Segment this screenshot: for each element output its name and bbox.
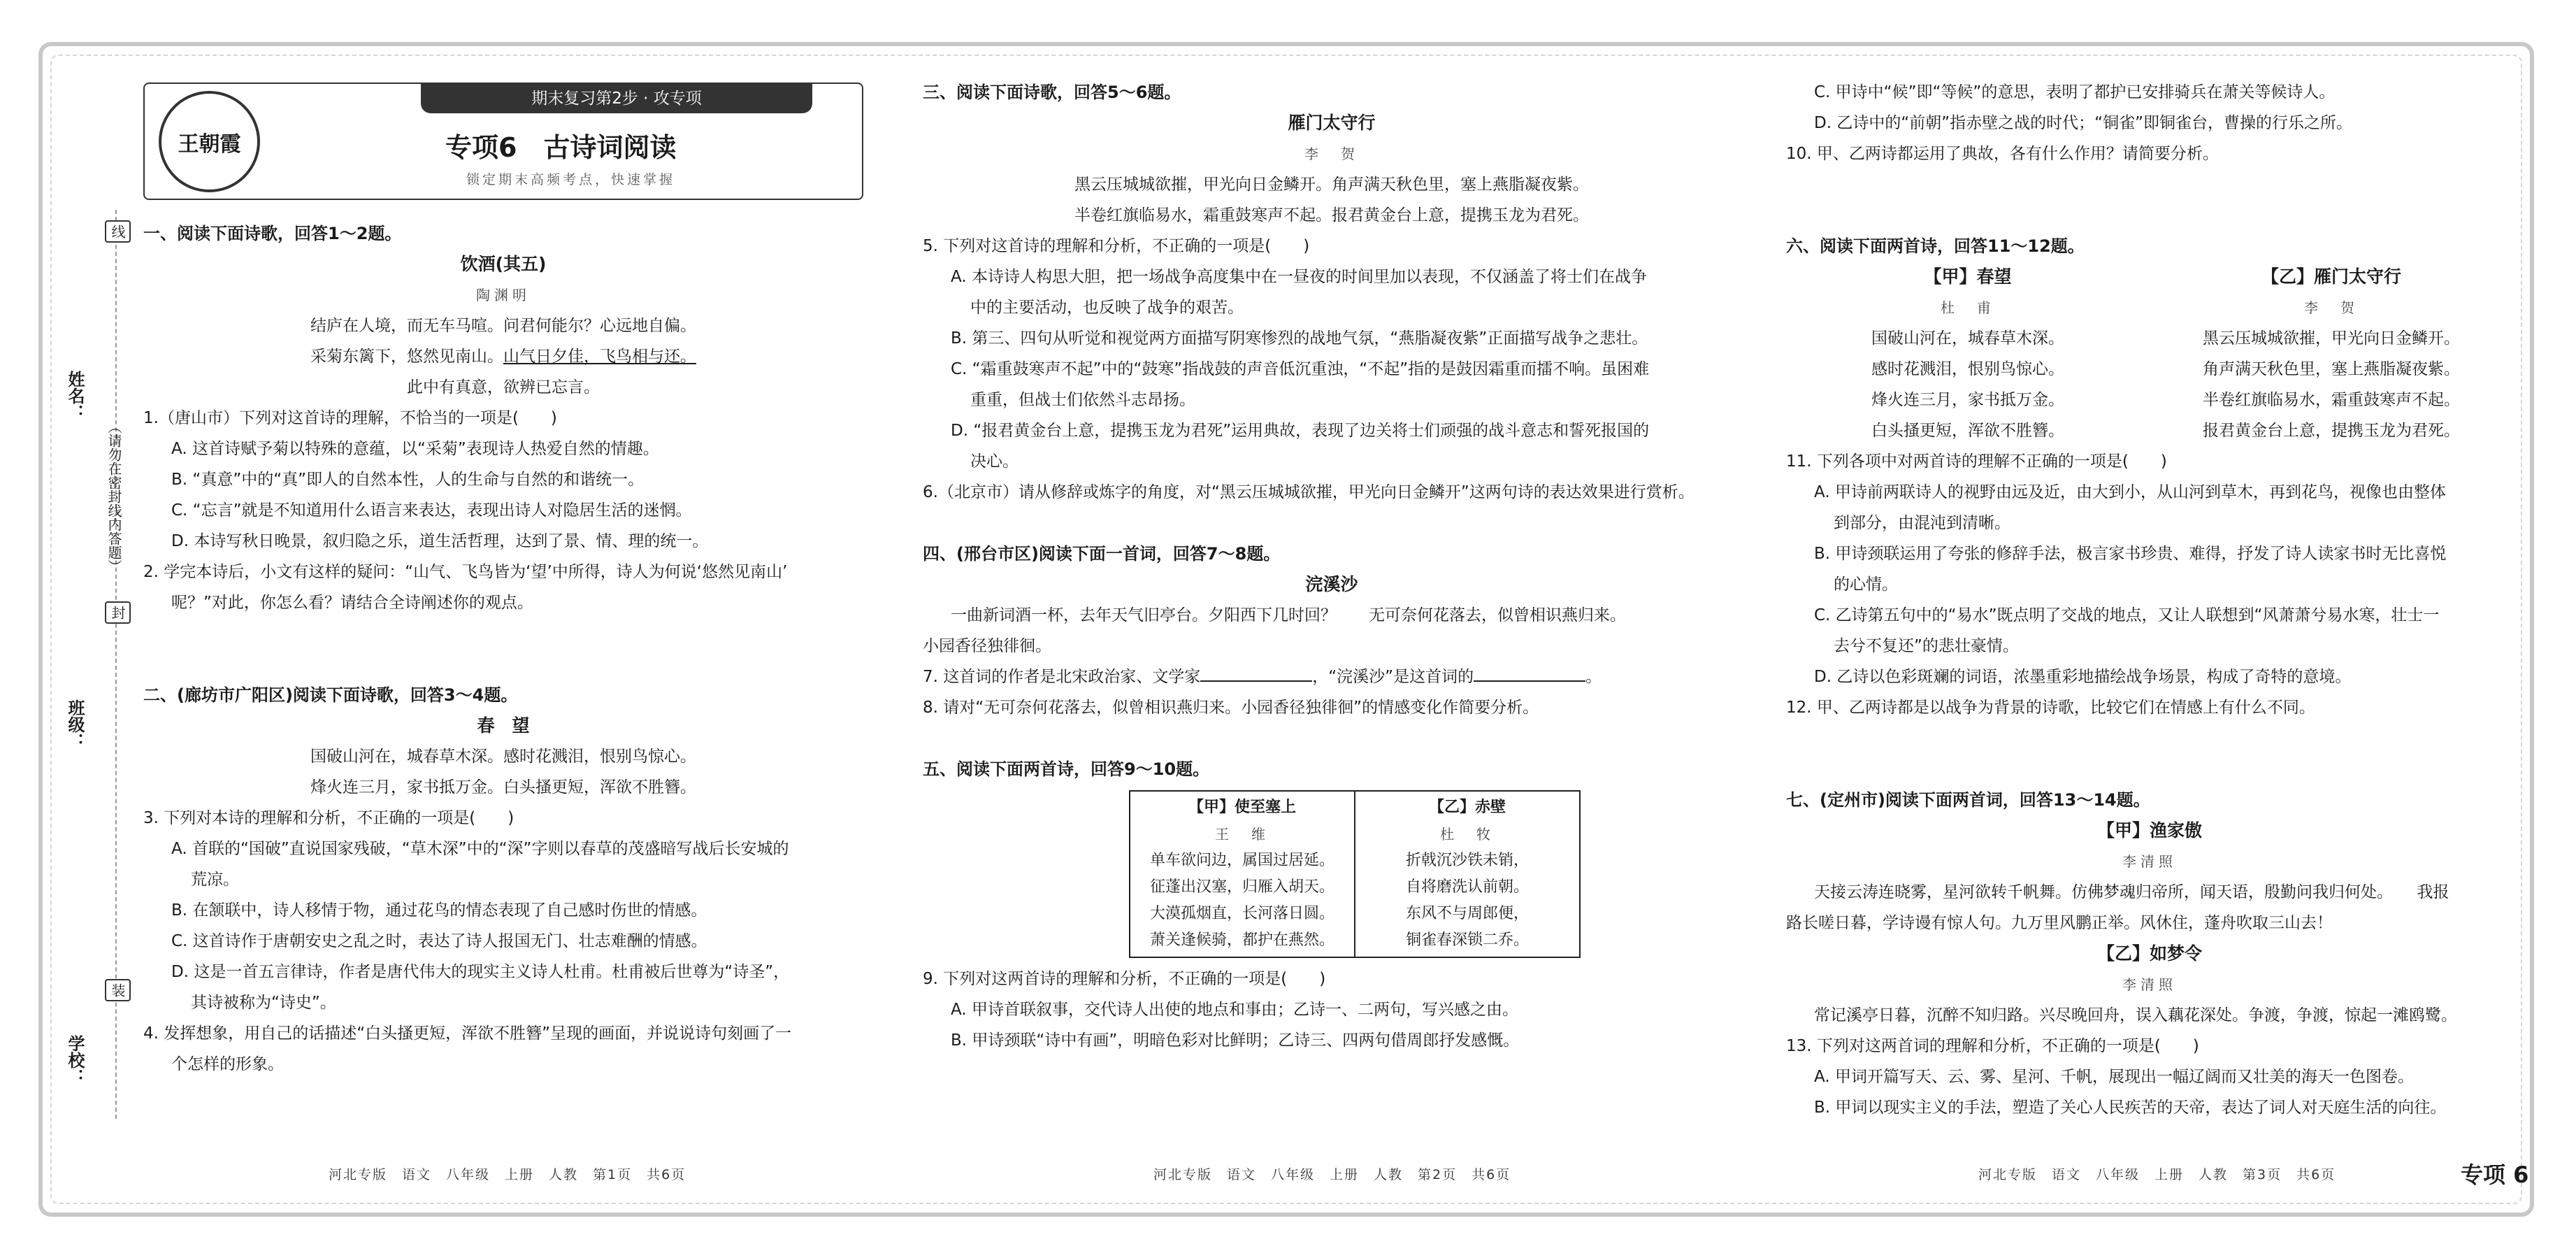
poem-line: 报君黄金台上意，提携玉龙为君死。 (2203, 422, 2460, 440)
option-d: D. 这是一首五言律诗，作者是唐代伟大的现实主义诗人杜甫。杜甫被后世尊为“诗圣”， (171, 963, 790, 981)
poem-line (143, 341, 863, 372)
poem-line: 常记溪亭日暮，沉醉不知归路。兴尽晚回舟，误入藕花深处。争渡，争渡，惊起一滩鸥鹭。 (1814, 1006, 2457, 1024)
poem-author: 陶渊明 (476, 287, 531, 303)
name-label: 姓名： (65, 371, 85, 421)
poem-pair (1786, 262, 2513, 446)
option-b: B. 甲诗颈联“诗中有画”，明暗色彩对比鲜明；乙诗三、四两句借周郎抒发感慨。 (951, 1031, 1520, 1050)
poem-line: 黑云压城城欲摧，甲光向日金鳞开。角声满天秋色里，塞上燕脂凝夜紫。 (1074, 176, 1589, 194)
poem-line: 国破山河在，城春草木深。感时花溅泪，恨别鸟惊心。 (310, 748, 696, 766)
poem-line: 萧关逢候骑，都护在燕然。 (1149, 931, 1334, 949)
option-c: C. 乙诗第五句中的“易水”既点明了交战的地点，又让人联想到“风萧萧兮易水寒，壮士一 (1814, 606, 2440, 624)
option-a-cont: 中的主要活动，也反映了战争的艰苦。 (970, 299, 1244, 317)
poem-title: 春 望 (477, 715, 530, 736)
binding-margin (63, 210, 140, 1119)
question-7-text: ，“浣溪沙”是这首词的 (1312, 668, 1474, 686)
question-4: 4. 发挥想象，用自己的话描述“白头搔更短，浑欲不胜簪”呈现的画面，并说说诗句刻画了一 (143, 1024, 792, 1043)
poem-line: 半卷红旗临易水，霜重鼓寒声不起。 (2203, 391, 2460, 409)
poem-title: 【乙】如梦令 (2096, 943, 2202, 964)
poem-author: 李 贺 (1304, 145, 1359, 162)
poem-title: 【甲】使至塞上 (1188, 799, 1296, 816)
section-2-heading: 二、(廊坊市广阳区)阅读下面诗歌，回答3～4题。 (143, 685, 518, 705)
poem-line: 白头搔更短，浑欲不胜簪。 (1871, 422, 2064, 440)
poem-author: 李 贺 (2304, 299, 2359, 316)
option-a-cont: 荒凉。 (191, 871, 239, 889)
option-c: C. “忘言”就是不知道用什么语言来表达，表现出诗人对隐居生活的迷惘。 (171, 501, 692, 520)
seal-tag-line: 线 (105, 220, 131, 243)
option-a: A. 甲诗首联叙事，交代诗人出使的地点和事由；乙诗一、二两句，写兴感之由。 (951, 1001, 1518, 1019)
page-title: 专项6 古诗词阅读 (445, 132, 677, 163)
option-b: B. 在颔联中，诗人移情于物，通过花鸟的情态表现了自己感时伤世的情感。 (171, 901, 707, 920)
option-b: B. “真意”中的“真”即人的自然本性，人的生命与自然的和谐统一。 (171, 471, 645, 489)
section-7-heading: 七、(定州市)阅读下面两首词，回答13～14题。 (1786, 790, 2150, 810)
section-4-heading: 四、(邢台市区)阅读下面一首词，回答7～8题。 (923, 544, 1281, 564)
option-a: A. 甲诗前两联诗人的视野由远及近，由大到小，从山河到草木，再到花鸟，视像也由整体 (1814, 483, 2446, 501)
option-d: D. “报君黄金台上意，提携玉龙为君死”运用典故，表现了边关将士们顽强的战斗意志和誓死报国的 (951, 422, 1650, 440)
option-c-cont: 重重，但战士们依然斗志昂扬。 (970, 391, 1195, 409)
poem-text: 采菊东篱下，悠然见南山。 (310, 348, 503, 366)
poem-author: 杜 牧 (1440, 826, 1495, 843)
page-footer: 河北专版 语文 八年级 上册 人教 第1页 共6页 (329, 1167, 686, 1182)
poem-title: 雁门太守行 (1288, 113, 1376, 133)
question-1: 1.（唐山市）下列对这首诗的理解，不恰当的一项是( ) (143, 409, 557, 427)
option-c-cont: 去兮不复还”的悲壮豪情。 (1834, 637, 2019, 655)
poem-line: 征蓬出汉塞，归雁入胡天。 (1149, 878, 1334, 896)
question-9: 9. 下列对这两首诗的理解和分析，不正确的一项是( ) (923, 970, 1326, 988)
option-c: C. “霜重鼓寒声不起”中的“鼓寒”指战鼓的声音低沉重浊，“不起”指的是鼓因霜重而擂不响。虽困难 (951, 360, 1650, 378)
option-a: A. 首联的“国破”直说国家残破，“草木深”中的“深”字则以春草的茂盛暗写战后长安城的 (171, 840, 789, 858)
poem-line: 东风不与周郎便， (1405, 905, 1529, 922)
page-subtitle: 锁定期末高频考点，快速掌握 (466, 172, 676, 187)
question-10: 10. 甲、乙两诗都运用了典故，各有什么作用？请简要分析。 (1786, 145, 2219, 163)
poem-line: 小园香径独徘徊。 (923, 637, 1051, 655)
option-a: A. 本诗诗人构思大胆，把一场战争高度集中在一昼夜的时间里加以表现，不仅涵盖了将士们在战争 (951, 268, 1647, 286)
option-a: A. 这首诗赋予菊以特殊的意蕴，以“采菊”表现诗人热爱自然的情趣。 (171, 440, 659, 458)
logo-text: 王朝霞 (178, 131, 241, 157)
poem-line: 一曲新词酒一杯，去年天气旧亭台。夕阳西下几时回？ 无可奈何花落去，似曾相识燕归来。 (951, 606, 1626, 624)
option-c: C. 甲诗中“候”即“等候”的意思，表明了都护已安排骑兵在萧关等候诗人。 (1814, 83, 2336, 101)
section-3-heading: 三、阅读下面诗歌，回答5～6题。 (923, 83, 1181, 102)
question-7-text: 。 (1585, 668, 1602, 686)
poem-line: 半卷红旗临易水，霜重鼓寒声不起。报君黄金台上意，提携玉龙为君死。 (1074, 206, 1589, 224)
page-footer: 河北专版 语文 八年级 上册 人教 第2页 共6页 (1153, 1167, 1511, 1182)
answer-blank[interactable] (1474, 680, 1585, 682)
column-2 (923, 77, 1741, 1056)
poem-line: 天接云涛连晓雾，星河欲转千帆舞。仿佛梦魂归帝所，闻天语，殷勤问我归何处。 我报 (1814, 883, 2449, 901)
seal-tag-bind: 装 (105, 979, 131, 1001)
poem-line: 国破山河在，城春草木深。 (1871, 329, 2064, 348)
poem-line: 结庐在人境，而无车马喧。问君何能尔？心远地自偏。 (310, 317, 696, 335)
poem-line: 路长嗟日暮，学诗谩有惊人句。九万里风鹏正举。风休住，蓬舟吹取三山去！ (1786, 914, 2333, 932)
section-badge: 专项 6 (2461, 1161, 2529, 1188)
seal-note: （请勿在密封线内答题） (106, 420, 122, 573)
question-3: 3. 下列对本诗的理解和分析，不正确的一项是( ) (143, 809, 515, 827)
school-label: 学校： (65, 1035, 85, 1085)
poem-title: 饮酒(其五) (460, 254, 547, 274)
poem-line: 单车欲问边，属国过居延。 (1149, 852, 1334, 869)
question-12: 12. 甲、乙两诗都是以战争为背景的诗歌，比较它们在情感上有什么不同。 (1786, 699, 2315, 717)
question-7 (923, 662, 1741, 692)
poem-author: 王 维 (1215, 826, 1269, 843)
option-a-cont: 到部分，由混沌到清晰。 (1834, 514, 2010, 532)
question-2: 2. 学完本诗后，小文有这样的疑问：“山气、飞鸟皆为‘望’中所得，诗人为何说‘悠然见南山’ (143, 563, 788, 581)
poem-line: 折戟沉沙铁未销， (1405, 852, 1529, 869)
poem-line: 大漠孤烟直，长河落日圆。 (1149, 905, 1334, 922)
poem-line: 烽火连三月，家书抵万金。白头搔更短，浑欲不胜簪。 (310, 778, 696, 796)
poem-author: 李清照 (2122, 976, 2177, 993)
option-d-cont: 其诗被称为“诗史”。 (191, 994, 336, 1012)
question-5: 5. 下列对这首诗的理解和分析，不正确的一项是( ) (923, 237, 1310, 255)
poem-table (1129, 790, 1581, 958)
poem-line: 自将磨洗认前朝。 (1405, 878, 1529, 896)
question-7-text: 7. 这首词的作者是北宋政治家、文学家 (923, 668, 1201, 686)
option-d: D. 本诗写秋日晚景，叙归隐之乐，道生活哲理，达到了景、情、理的统一。 (171, 532, 709, 550)
poem-title: 【乙】雁门太守行 (2261, 266, 2401, 287)
poem-author: 杜 甫 (1941, 299, 1995, 316)
question-4-cont: 个怎样的形象。 (171, 1055, 284, 1073)
section-1-heading: 一、阅读下面诗歌，回答1～2题。 (143, 224, 402, 243)
question-6: 6.（北京市）请从修辞或炼字的角度，对“黑云压城城欲摧，甲光向日金鳞开”这两句诗的表达效果进行赏析。 (923, 483, 1694, 501)
question-8: 8. 请对“无可奈何花落去，似曾相识燕归来。小园香径独徘徊”的情感变化作简要分析。 (923, 699, 1539, 717)
poem-line: 黑云压城城欲摧，甲光向日金鳞开。 (2203, 329, 2460, 348)
poem-line: 此中有真意，欲辨已忘言。 (407, 378, 600, 396)
option-d: D. 乙诗以色彩斑斓的词语，浓墨重彩地描绘战争场景，构成了奇特的意境。 (1814, 668, 2352, 686)
column-3 (1786, 77, 2513, 1123)
column-1 (143, 218, 863, 1080)
poem-underlined-text: 山气日夕佳，飞鸟相与还。 (503, 348, 696, 366)
question-2-cont: 呢？”对此，你怎么看？请结合全诗阐述你的观点。 (171, 594, 533, 612)
page-footer: 河北专版 语文 八年级 上册 人教 第3页 共6页 (1978, 1167, 2336, 1182)
option-b: B. 甲诗颈联运用了夸张的修辞手法，极言家书珍贵、难得，抒发了诗人读家书时无比喜悦 (1814, 545, 2447, 563)
option-b-cont: 的心情。 (1834, 576, 1898, 594)
class-label: 班级： (65, 699, 85, 750)
answer-blank[interactable] (1200, 680, 1312, 682)
poem-line: 角声满天秋色里，塞上燕脂凝夜紫。 (2203, 360, 2460, 378)
poem-title: 浣溪沙 (1305, 574, 1358, 594)
option-b: B. 第三、四句从听觉和视觉两方面描写阴寒惨烈的战地气氛，“燕脂凝夜紫”正面描写战争之悲壮。 (951, 329, 1648, 348)
poem-line: 铜雀春深锁二乔。 (1405, 931, 1529, 949)
poem-line: 感时花溅泪，恨别鸟惊心。 (1871, 360, 2064, 378)
poem-line: 烽火连三月，家书抵万金。 (1871, 391, 2064, 409)
option-d: D. 乙诗中的“前朝”指赤壁之战的时代；“铜雀”即铜雀台，曹操的行乐之所。 (1814, 114, 2352, 132)
poem-author: 李清照 (2122, 853, 2177, 870)
header-box (143, 83, 863, 200)
section-5-heading: 五、阅读下面两首诗，回答9～10题。 (923, 759, 1210, 779)
option-c: C. 这首诗作于唐朝安史之乱之时，表达了诗人报国无门、壮志难酬的情感。 (171, 932, 707, 950)
section-6-heading: 六、阅读下面两首诗，回答11～12题。 (1786, 236, 2085, 256)
question-11: 11. 下列各项中对两首诗的理解不正确的一项是( ) (1786, 452, 2167, 471)
option-b: B. 甲词以现实主义的手法，塑造了关心人民疾苦的天帝，表达了词人对天庭生活的向往。 (1814, 1099, 2447, 1117)
question-13: 13. 下列对这两首词的理解和分析，不正确的一项是( ) (1786, 1037, 2199, 1055)
option-a: A. 甲词开篇写天、云、雾、星河、千帆，展现出一幅辽阔而又壮美的海天一色图卷。 (1814, 1068, 2414, 1086)
seal-tag-seal: 封 (105, 601, 131, 624)
poem-title: 【乙】赤壁 (1428, 799, 1506, 816)
poem-title: 【甲】春望 (1924, 266, 2012, 287)
option-d-cont: 决心。 (970, 452, 1019, 471)
poem-title: 【甲】渔家傲 (2096, 820, 2202, 841)
brand-logo (159, 91, 260, 192)
header-banner: 期末复习第2步 · 攻专项 (421, 84, 812, 113)
